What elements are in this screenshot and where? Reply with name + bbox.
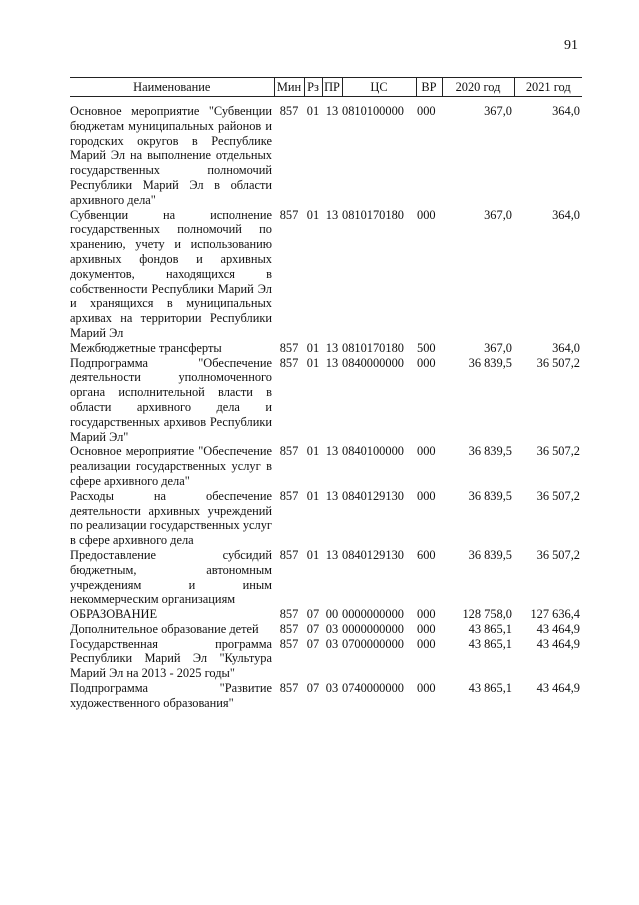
- row-2020: 128 758,0: [462, 607, 512, 622]
- table-row: [70, 97, 582, 208]
- row-pr: 13: [325, 444, 339, 459]
- row-cs: 0840000000: [342, 355, 404, 370]
- row-vr: 500: [417, 340, 436, 355]
- row-cs: 0810170180: [342, 207, 404, 222]
- table-row: [70, 208, 582, 341]
- row-name: Предоставление субсидий бюджетным, автономным учреждениям и иным некоммерческим организациям: [70, 547, 272, 607]
- page-number: 91: [564, 38, 578, 53]
- row-2021: 364,0: [552, 207, 580, 222]
- row-2021: 36 507,2: [536, 355, 580, 370]
- row-min: 857: [279, 547, 299, 562]
- row-cs: 0700000000: [342, 636, 404, 651]
- row-vr: 000: [417, 607, 436, 622]
- row-cs: 0810170180: [342, 340, 404, 355]
- row-rz: 01: [306, 207, 320, 222]
- row-min: 857: [279, 681, 299, 696]
- row-2021: 43 464,9: [536, 681, 580, 696]
- header-year-2020: 2020 год: [442, 78, 514, 97]
- row-pr: 13: [325, 488, 339, 503]
- row-name: Государственная программа Республики Марий Эл "Культура Марий Эл на 2013 - 2025 годы": [70, 636, 272, 681]
- row-2020: 36 839,5: [468, 355, 512, 370]
- row-min: 857: [279, 104, 299, 118]
- row-2021: 36 507,2: [536, 547, 580, 562]
- row-cs: 0810100000: [342, 104, 404, 118]
- row-rz: 07: [306, 607, 320, 622]
- row-rz: 01: [306, 355, 320, 370]
- row-2021: 43 464,9: [536, 636, 580, 651]
- row-pr: 13: [325, 207, 339, 222]
- row-rz: 01: [306, 104, 320, 118]
- row-vr: 000: [417, 621, 436, 636]
- row-2021: 364,0: [552, 340, 580, 355]
- row-2021: 364,0: [552, 104, 580, 118]
- row-pr: 13: [325, 547, 339, 562]
- row-vr: 000: [417, 488, 436, 503]
- row-vr: 000: [417, 444, 436, 459]
- row-rz: 01: [306, 488, 320, 503]
- row-vr: 000: [417, 681, 436, 696]
- row-pr: 13: [325, 340, 339, 355]
- row-pr: 03: [325, 621, 339, 636]
- row-2020: 43 865,1: [468, 681, 512, 696]
- header-pr: ПР: [322, 78, 342, 97]
- budget-table: [70, 77, 582, 711]
- row-min: 857: [279, 621, 299, 636]
- row-rz: 01: [306, 547, 320, 562]
- row-vr: 000: [417, 207, 436, 222]
- row-vr: 600: [417, 547, 436, 562]
- row-min: 857: [279, 636, 299, 651]
- row-min: 857: [279, 444, 299, 459]
- table-row: [70, 356, 582, 445]
- table-row: [70, 548, 582, 607]
- row-2020: 367,0: [484, 340, 512, 355]
- row-name: Подпрограмма "Развитие художественного образования": [70, 681, 272, 710]
- table-row: [70, 444, 582, 488]
- row-vr: 000: [417, 636, 436, 651]
- row-cs: 0740000000: [342, 681, 404, 696]
- row-2021: 36 507,2: [536, 444, 580, 459]
- row-rz: 01: [306, 444, 320, 459]
- row-2021: 127 636,4: [530, 607, 580, 622]
- row-2020: 43 865,1: [468, 636, 512, 651]
- table-row: [70, 341, 582, 356]
- row-name: Основное мероприятие "Субвенции бюджетам муниципальных районов и городских округов в Республике Марий Эл на выполнение отдельных государственных полномочий Республики Марий Эл в области архивного дела": [70, 104, 272, 207]
- row-rz: 07: [306, 636, 320, 651]
- row-cs: 0840100000: [342, 444, 404, 459]
- row-rz: 01: [306, 340, 320, 355]
- table-row: [70, 489, 582, 548]
- row-2020: 367,0: [484, 104, 512, 118]
- row-name: Субвенции на исполнение государственных полномочий по хранению, учету и использованию архивных фондов и архивных документов, находящихся в собственности Республики Марий Эл и хранящихся в муниципальных архивах на территории Республики Марий Эл: [70, 207, 272, 340]
- row-2020: 36 839,5: [468, 444, 512, 459]
- row-pr: 03: [325, 636, 339, 651]
- row-2020: 36 839,5: [468, 488, 512, 503]
- header-cs: ЦС: [342, 78, 416, 97]
- row-pr: 13: [325, 355, 339, 370]
- header-vr: ВР: [416, 78, 442, 97]
- row-cs: 0000000000: [342, 621, 404, 636]
- table-row: [70, 681, 582, 711]
- row-pr: 03: [325, 681, 339, 696]
- row-2020: 367,0: [484, 207, 512, 222]
- header-rz: Рз: [304, 78, 322, 97]
- row-pr: 00: [325, 607, 339, 622]
- header-min: Мин: [274, 78, 304, 97]
- row-2020: 43 865,1: [468, 621, 512, 636]
- row-name: Расходы на обеспечение деятельности архивных учреждений по реализации государственных услуг в сфере архивного дела: [70, 488, 272, 548]
- table-header-row: [70, 78, 582, 97]
- row-pr: 13: [325, 104, 339, 118]
- row-min: 857: [279, 488, 299, 503]
- row-cs: 0840129130: [342, 488, 404, 503]
- row-name: Подпрограмма "Обеспечение деятельности уполномоченного органа исполнительной власти в области архивного дела и государственных архивов Республики Марий Эл": [70, 355, 272, 444]
- row-rz: 07: [306, 621, 320, 636]
- row-vr: 000: [417, 104, 436, 118]
- row-name: Межбюджетные трансферты: [70, 340, 222, 355]
- row-name: Дополнительное образование детей: [70, 621, 259, 636]
- table-row: [70, 637, 582, 681]
- row-vr: 000: [417, 355, 436, 370]
- row-rz: 07: [306, 681, 320, 696]
- table-row: [70, 607, 582, 622]
- row-2020: 36 839,5: [468, 547, 512, 562]
- row-min: 857: [279, 207, 299, 222]
- row-name: Основное мероприятие "Обеспечение реализации государственных услуг в сфере архивного дела": [70, 444, 272, 488]
- row-2021: 36 507,2: [536, 488, 580, 503]
- row-cs: 0840129130: [342, 547, 404, 562]
- row-name: ОБРАЗОВАНИЕ: [70, 607, 158, 622]
- row-2021: 43 464,9: [536, 621, 580, 636]
- header-year-2021: 2021 год: [514, 78, 582, 97]
- header-name: Наименование: [70, 78, 274, 97]
- row-min: 857: [279, 355, 299, 370]
- row-min: 857: [279, 607, 299, 622]
- row-cs: 0000000000: [342, 607, 404, 622]
- table-row: [70, 622, 582, 637]
- row-min: 857: [279, 340, 299, 355]
